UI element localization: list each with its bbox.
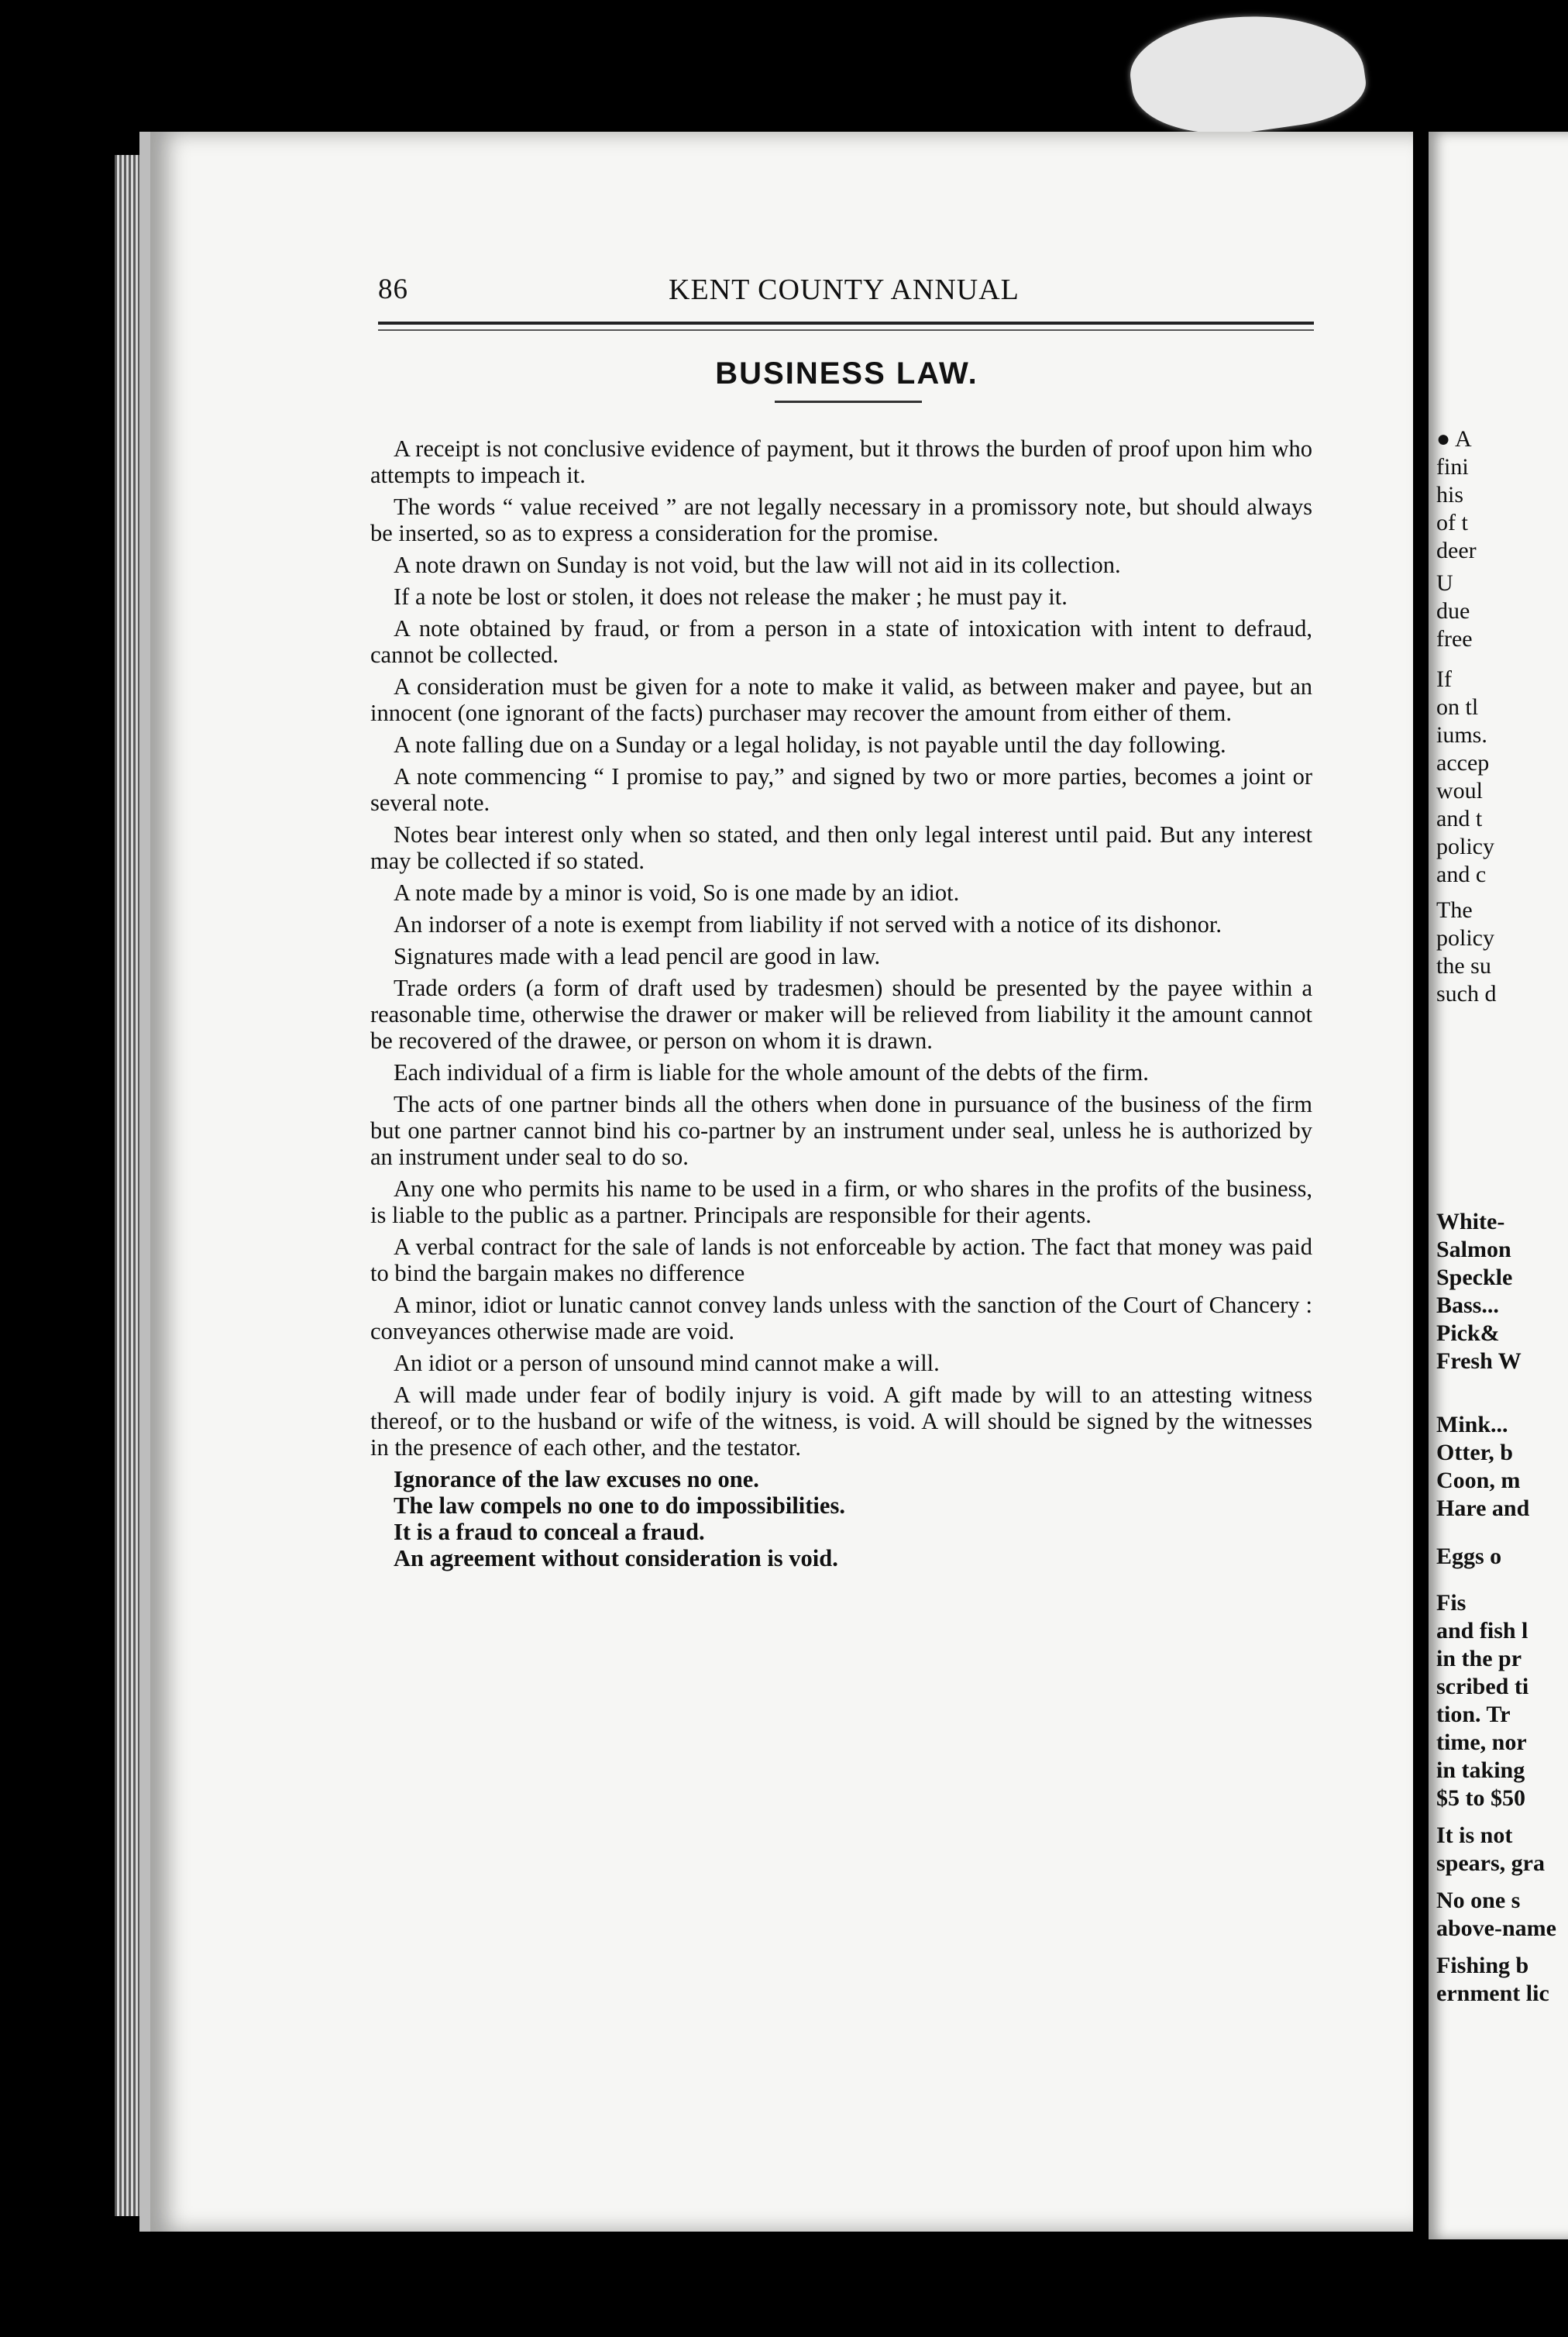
paragraph: A minor, idiot or lunatic cannot convey lands unless with the sanction of the Court of Chancery : conveyances otherwise made are void. bbox=[370, 1292, 1312, 1344]
paragraph: A note made by a minor is void, So is one made by an idiot. bbox=[394, 879, 960, 906]
paragraph: Any one who permits his name to be used in a firm, or who shares in the profits of the business, is liable to the public as a partner. Principals are responsible for their agents. bbox=[370, 1175, 1312, 1228]
paragraph: Notes bear interest only when so stated, and then only legal interest until paid. But any interest may be collected if so stated. bbox=[370, 821, 1312, 874]
right-page-edge bbox=[1429, 132, 1568, 2239]
text-fragment: and c bbox=[1436, 862, 1487, 887]
paragraph: A consideration must be given for a note to make it valid, as between maker and payee, but an innocent (one ignorant of the facts) purchaser may recover the amount from either of them. bbox=[370, 673, 1312, 726]
text-fragment: fini bbox=[1436, 454, 1469, 480]
paragraph: An indorser of a note is exempt from liability if not served with a notice of its dishonor. bbox=[394, 911, 1222, 938]
text-fragment: Otter, b bbox=[1436, 1440, 1513, 1465]
page-number: 86 bbox=[378, 274, 408, 305]
text-fragment: policy bbox=[1436, 834, 1494, 859]
text-fragment: Bass... bbox=[1436, 1292, 1499, 1318]
text-fragment: in taking bbox=[1436, 1757, 1525, 1783]
paragraph: The acts of one partner binds all the others when done in pursuance of the business of the firm but one partner cannot bind his co-partner by an instrument under seal, unless he is authorized by an instrument under seal to do so. bbox=[370, 1091, 1312, 1170]
paragraph: A note falling due on a Sunday or a legal holiday, is not payable until the day following. bbox=[394, 731, 1226, 758]
text-fragment: Pick& bbox=[1436, 1320, 1500, 1346]
maxim: It is a fraud to conceal a fraud. bbox=[394, 1519, 705, 1545]
text-fragment: his bbox=[1436, 482, 1464, 508]
paragraph: Signatures made with a lead pencil are good in law. bbox=[394, 943, 881, 969]
paragraph: A note commencing “ I promise to pay,” and signed by two or more parties, becomes a joint or several note. bbox=[370, 763, 1312, 816]
text-fragment: Fresh W bbox=[1436, 1348, 1522, 1374]
text-fragment: policy bbox=[1436, 925, 1494, 951]
text-fragment: such d bbox=[1436, 981, 1497, 1007]
text-fragment: the su bbox=[1436, 953, 1491, 979]
article-body bbox=[370, 435, 1312, 1571]
maxim: An agreement without consideration is void. bbox=[394, 1545, 838, 1571]
text-fragment: It is not bbox=[1436, 1822, 1513, 1848]
paragraph: A note obtained by fraud, or from a person in a state of intoxication with intent to defraud, cannot be collected. bbox=[370, 615, 1312, 668]
paragraph: Trade orders (a form of draft used by tradesmen) should be presented by the payee within a reasonable time, otherwise the drawer or maker will be relieved from liability it the amount cannot be recovered of the drawee, or person on whom it is drawn. bbox=[370, 975, 1312, 1054]
text-fragment: Hare and bbox=[1436, 1495, 1530, 1521]
page-edge bbox=[115, 155, 143, 2216]
paragraph: If a note be lost or stolen, it does not release the maker ; he must pay it. bbox=[394, 583, 1068, 610]
text-fragment: U bbox=[1436, 570, 1453, 596]
paragraph: A note drawn on Sunday is not void, but the law will not aid in its collection. bbox=[394, 552, 1121, 578]
text-fragment: woul bbox=[1436, 778, 1483, 804]
text-fragment: ernment lic bbox=[1436, 1981, 1549, 2006]
text-fragment: Eggs o bbox=[1436, 1544, 1502, 1569]
text-fragment: iums. bbox=[1436, 722, 1487, 748]
paragraph: A verbal contract for the sale of lands is not enforceable by action. The fact that money was paid to bind the bargain makes no difference bbox=[370, 1234, 1312, 1286]
text-fragment: scribed ti bbox=[1436, 1674, 1529, 1699]
text-fragment: time, nor bbox=[1436, 1730, 1527, 1755]
text-fragment: due bbox=[1436, 598, 1470, 624]
text-fragment: of t bbox=[1436, 510, 1468, 535]
text-fragment: free bbox=[1436, 626, 1473, 652]
header-rule bbox=[378, 322, 1314, 325]
text-fragment: Speckle bbox=[1436, 1265, 1513, 1290]
text-fragment: above-name bbox=[1436, 1915, 1556, 1941]
text-fragment: Mink... bbox=[1436, 1412, 1508, 1437]
text-fragment: Salmon bbox=[1436, 1237, 1511, 1262]
text-fragment: ● A bbox=[1436, 426, 1472, 452]
text-fragment: No one s bbox=[1436, 1888, 1521, 1913]
text-fragment: accep bbox=[1436, 750, 1490, 776]
header-rule-thin bbox=[378, 329, 1314, 331]
text-fragment: spears, gra bbox=[1436, 1850, 1545, 1876]
section-title: BUSINESS LAW. bbox=[715, 356, 978, 391]
title-underline bbox=[775, 401, 922, 403]
text-fragment: Coon, m bbox=[1436, 1468, 1521, 1493]
running-title: KENT COUNTY ANNUAL bbox=[669, 274, 1020, 306]
text-fragment: $5 to $50 bbox=[1436, 1785, 1525, 1811]
text-fragment: and t bbox=[1436, 806, 1483, 831]
text-fragment: Fis bbox=[1436, 1590, 1467, 1616]
text-fragment: White- bbox=[1436, 1209, 1505, 1234]
paragraph: Each individual of a firm is liable for the whole amount of the debts of the firm. bbox=[394, 1059, 1149, 1086]
maxim: The law compels no one to do impossibilities. bbox=[394, 1492, 845, 1519]
paragraph: A receipt is not conclusive evidence of payment, but it throws the burden of proof upon him who attempts to impeach it. bbox=[370, 435, 1312, 488]
paragraph: An idiot or a person of unsound mind cannot make a will. bbox=[394, 1350, 940, 1376]
text-fragment: The bbox=[1436, 897, 1473, 923]
text-fragment: If bbox=[1436, 666, 1452, 692]
paragraph: The words “ value received ” are not legally necessary in a promissory note, but should always be inserted, so as to express a consideration for the promise. bbox=[370, 494, 1312, 546]
text-fragment: on tl bbox=[1436, 694, 1479, 720]
text-fragment: Fishing b bbox=[1436, 1953, 1529, 1978]
text-fragment: and fish l bbox=[1436, 1618, 1528, 1643]
text-fragment: deer bbox=[1436, 538, 1477, 563]
text-fragment: in the pr bbox=[1436, 1646, 1522, 1671]
right-page-text bbox=[1429, 132, 1568, 2239]
maxim: Ignorance of the law excuses no one. bbox=[394, 1466, 759, 1492]
running-header bbox=[378, 273, 1315, 319]
torn-paper-fragment bbox=[1124, 0, 1370, 147]
paragraph: A will made under fear of bodily injury is void. A gift made by will to an attesting witness thereof, or to the husband or wife of the witness, is void. A will should be signed by the witnesses in the presence of each other, and the testator. bbox=[370, 1382, 1312, 1461]
text-fragment: tion. Tr bbox=[1436, 1702, 1511, 1727]
